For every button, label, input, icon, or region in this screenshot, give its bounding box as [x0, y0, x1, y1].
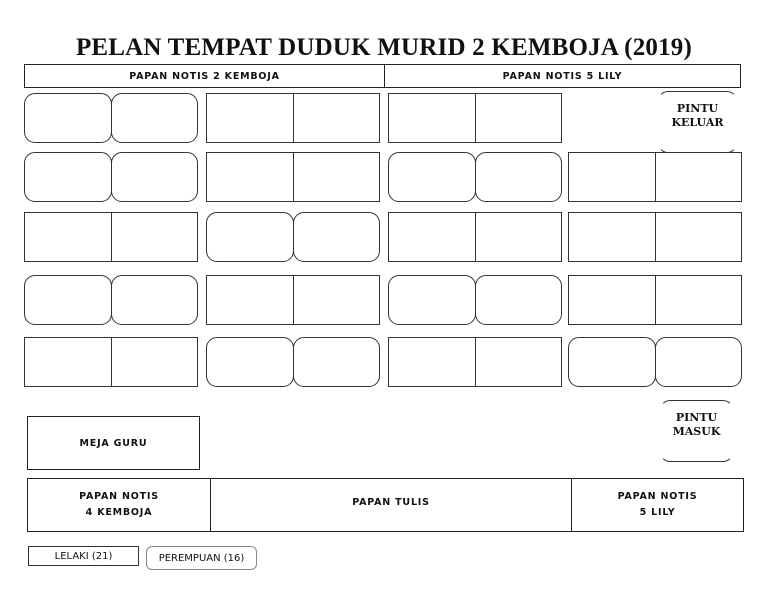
legend-male: LELAKI (21)	[28, 546, 139, 566]
seat-female	[388, 275, 476, 325]
seat-female	[293, 212, 380, 262]
seat-female	[388, 152, 476, 202]
seat-female	[655, 337, 742, 387]
seat-female	[293, 337, 380, 387]
seat-male	[475, 93, 562, 143]
seat-male	[111, 212, 198, 262]
seat-female	[111, 93, 198, 143]
entrance-door: PINTU MASUK	[660, 400, 733, 462]
seat-male	[475, 337, 562, 387]
seat-female	[475, 275, 562, 325]
seat-female	[24, 275, 112, 325]
seat-male	[388, 93, 476, 143]
page-title: PELAN TEMPAT DUDUK MURID 2 KEMBOJA (2019)	[75, 34, 693, 61]
seat-male	[293, 152, 380, 202]
notice-board-bottom-right: PAPAN NOTIS 5 LILY	[617, 491, 698, 518]
seat-male	[388, 212, 476, 262]
notice-board-top-left: PAPAN NOTIS 2 KEMBOJA	[24, 64, 385, 88]
seat-male	[568, 152, 656, 202]
seat-female	[206, 212, 294, 262]
seat-female	[206, 337, 294, 387]
bottom-boards	[27, 478, 744, 532]
legend-female: PEREMPUAN (16)	[146, 546, 257, 570]
exit-door: PINTU KELUAR	[658, 91, 737, 153]
seat-male	[568, 212, 656, 262]
seat-female	[475, 152, 562, 202]
seat-male	[655, 212, 742, 262]
seat-male	[655, 275, 742, 325]
whiteboard: PAPAN TULIS	[211, 479, 572, 531]
seat-female	[24, 152, 112, 202]
seat-male	[568, 275, 656, 325]
notice-board-bottom-left: PAPAN NOTIS 4 KEMBOJA	[28, 479, 211, 531]
seat-female	[568, 337, 656, 387]
notice-board-top-right: PAPAN NOTIS 5 LILY	[384, 64, 741, 88]
seat-male	[206, 93, 294, 143]
seat-male	[475, 212, 562, 262]
seat-male	[206, 152, 294, 202]
seat-male	[206, 275, 294, 325]
seat-female	[111, 152, 198, 202]
seat-male	[24, 212, 112, 262]
seat-female	[111, 275, 198, 325]
seat-male	[388, 337, 476, 387]
seat-female	[24, 93, 112, 143]
seat-male	[293, 93, 380, 143]
seat-male	[655, 152, 742, 202]
teacher-desk: MEJA GURU	[27, 416, 200, 470]
seat-male	[24, 337, 112, 387]
seat-male	[293, 275, 380, 325]
seat-male	[111, 337, 198, 387]
